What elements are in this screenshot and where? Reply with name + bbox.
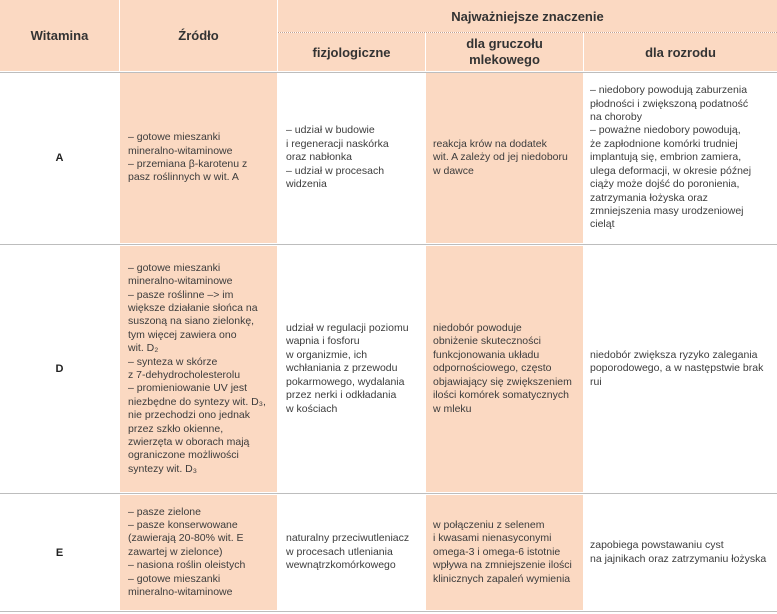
vitamin-d-label: D: [55, 363, 64, 375]
row-d-repro-text: niedobór zwiększa ryzyko zalegania poporodowego, a w następstwie brak rui: [590, 348, 764, 388]
header-repro: [584, 33, 777, 71]
row-a-source: [120, 73, 277, 243]
header-group: [278, 0, 777, 32]
row-e-mammary: [426, 495, 583, 610]
row-a-repro: [584, 73, 777, 243]
row-d-physio-text: udział w regulacji poziomu wapnia i fosforu w organizmie, ich wchłaniania z przewodu pokarmowego, wydalania przez nerki i odkładania w kościach: [286, 322, 409, 415]
row-e-mammary-text: w połączeniu z selenem i kwasami nienasyconymi omega-3 i omega-6 istotnie wpływa na zmniejszenie ilości klinicznych zapaleń wymienia: [433, 518, 572, 585]
row-a-repro-text: – niedobory powodują zaburzenia płodności i zwiększoną podatność na choroby – poważne niedobory powodują, że zapłodnione komórki trudniej implantują się, embrion zamiera, ulega deformacji, w okresie późnej ciąży może dojść do poronienia, zatrzymania łożyska oraz zmniejszenia masy urodzeniowej cieląt: [590, 84, 752, 231]
row-a-vitamin: [0, 73, 119, 243]
row-a-mammary-text: reakcja krów na dodatek wit. A zależy od jej niedoboru w dawce: [433, 137, 568, 177]
header-repro-label: dla rozrodu: [645, 44, 716, 60]
row-e-repro-text: zapobiega powstawaniu cyst na jajnikach oraz zatrzymaniu łożyska: [590, 539, 767, 565]
row-d-repro: [584, 246, 777, 492]
header-physio-label: fizjologiczne: [312, 44, 391, 60]
header-vitamin-label: Witamina: [30, 28, 89, 43]
header-mammary: [426, 33, 583, 71]
row-a-physio-text: – udział w budowie i regeneracji naskórka oraz nabłonka – udział w procesach widzenia: [286, 124, 389, 191]
row-d-mammary-text: niedobór powoduje obniżenie skuteczności funkcjonowania układu odpornościowego, często objawiający się zwiększeniem ilości komórek somatycznych w mleku: [433, 322, 572, 415]
row-divider: [0, 611, 777, 612]
header-source: [120, 0, 277, 71]
header-divider: [278, 32, 777, 33]
header-group-label: Najważniejsze znaczenie: [451, 8, 604, 24]
vitamin-e-label: E: [55, 546, 64, 559]
row-a-mammary: [426, 73, 583, 243]
row-e-repro: [584, 495, 777, 610]
row-e-physio: [278, 495, 425, 610]
header-vitamin: [0, 0, 119, 71]
row-a-physio: [278, 73, 425, 243]
vitamin-a-label: A: [55, 152, 64, 164]
row-d-source-text: – gotowe mieszanki mineralno-witaminowe – pasze roślinne –> im większe działanie słońca na suszoną na siano zielonkę, tym więcej zawiera ono wit. D₂ – synteza w skórze z 7-dehydrocholesterolu – promieniowanie UV jest niezbędne do syntezy wit. D₃, nie przechodzi ono jednak przez szkło okienne, zwierzęta w oborach mają ograniczone możliwości syntezy wit. D₃: [128, 261, 266, 475]
row-d-mammary: [426, 246, 583, 492]
row-divider: [0, 72, 777, 73]
row-a-source-text: – gotowe mieszanki mineralno-witaminowe – przemiana β-karotenu z pasz roślinnych w wit. A: [128, 131, 248, 184]
row-divider: [0, 493, 777, 494]
header-source-label: Źródło: [178, 28, 219, 43]
row-d-physio: [278, 246, 425, 492]
row-d-source: [120, 246, 277, 492]
row-e-vitamin: [0, 495, 119, 610]
header-mammary-label: dla gruczołu mlekowego: [466, 36, 543, 67]
row-e-source: [120, 495, 277, 610]
header-physio: [278, 33, 425, 71]
row-e-source-text: – pasze zielone – pasze konserwowane (zawierają 20-80% wit. E zawartej w zielonce) – nasiona roślin oleistych – gotowe mieszanki mineralno-witaminowe: [128, 505, 246, 599]
row-divider: [0, 244, 777, 245]
row-e-physio-text: naturalny przeciwutleniacz w procesach utleniania wewnątrzkomórkowego: [286, 532, 410, 572]
row-d-vitamin: [0, 246, 119, 492]
